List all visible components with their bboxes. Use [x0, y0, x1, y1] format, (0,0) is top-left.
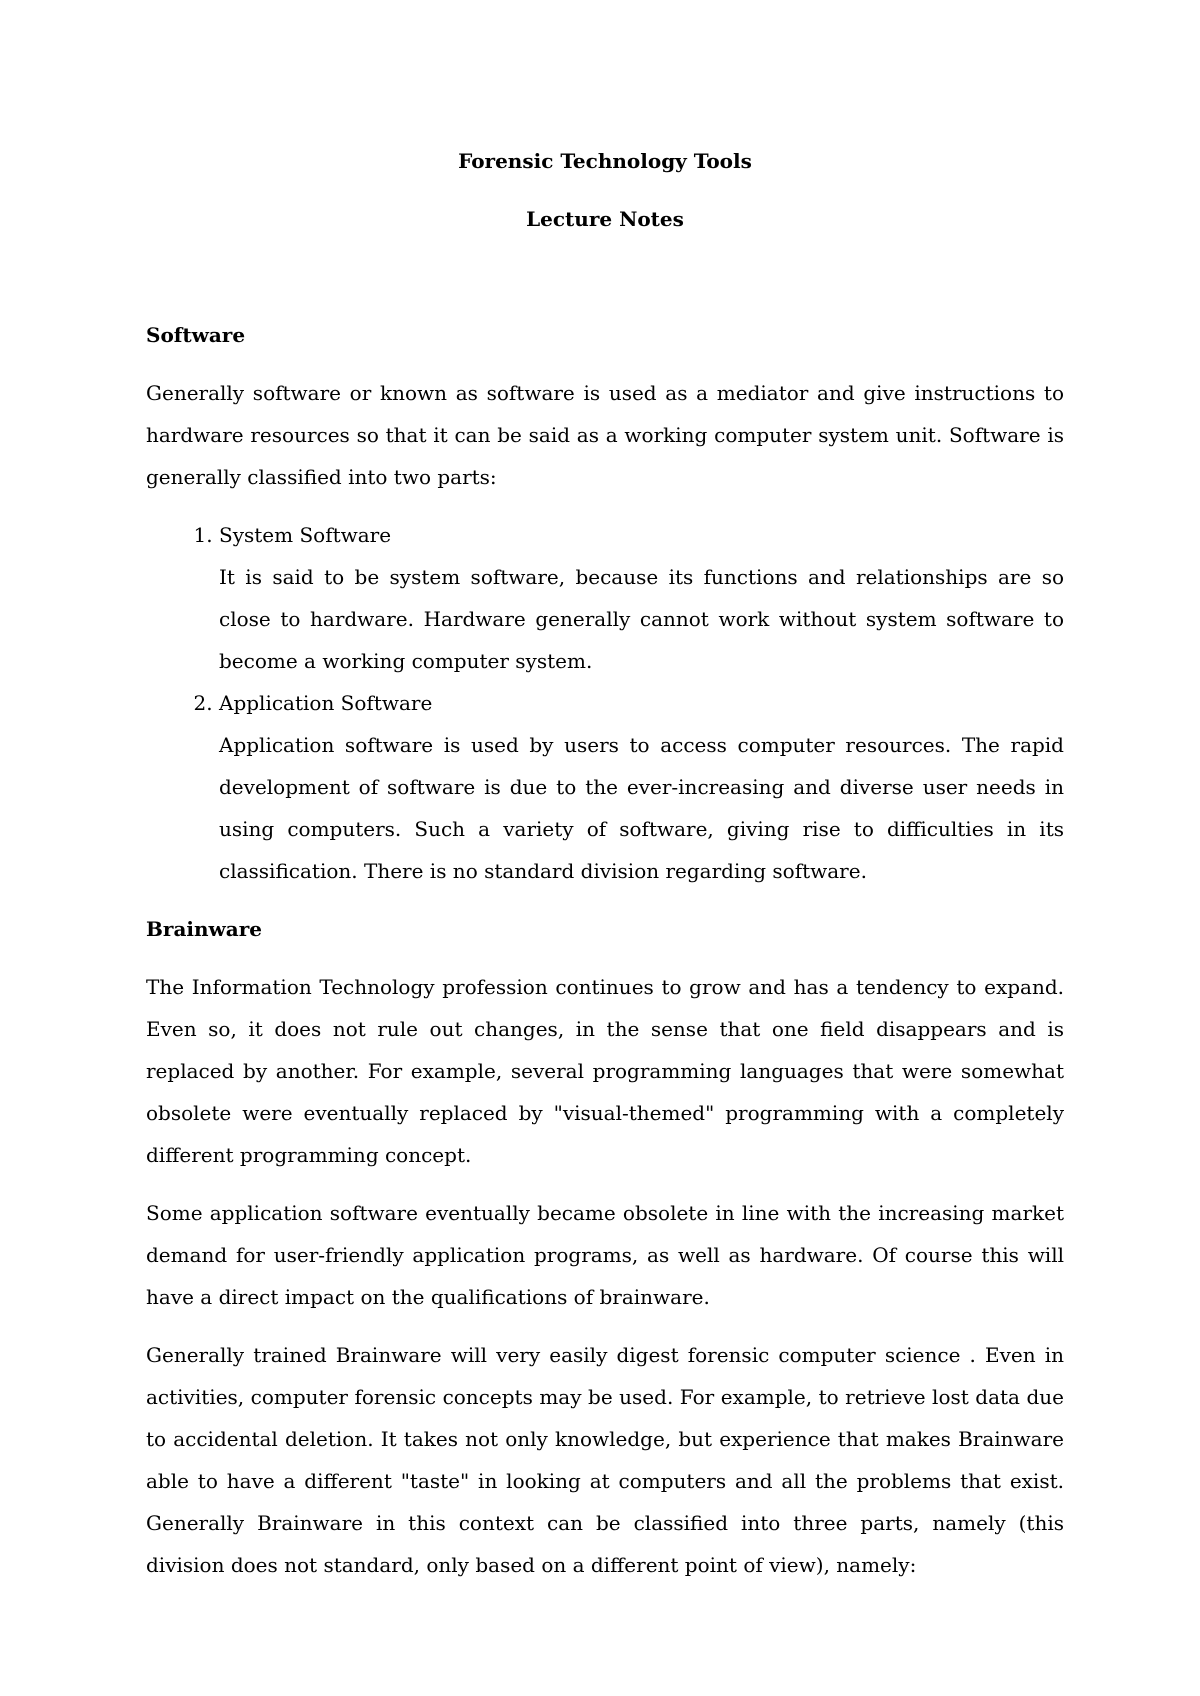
list-item-title: 2. Application Software — [219, 691, 433, 715]
list-item — [219, 514, 1064, 682]
list-item-description: Application software is used by users to access computer resources. The rapid development of software is due to the ever-increasing and diverse user needs in using computers. Such a variety of software, giving rise to difficulties in its classification. There is no standard division regarding software. — [219, 733, 1064, 883]
list-item — [219, 682, 1064, 892]
list-item-description: It is said to be system software, because its functions and relationships are so close to hardware. Hardware generally cannot work without system software to become a working computer system. — [219, 565, 1064, 673]
section-heading-brainware: Brainware — [146, 917, 262, 941]
brainware-paragraph: Some application software eventually became obsolete in line with the increasing market demand for user-friendly application programs, as well as hardware. Of course this will have a direct impact on the qualifications of brainware. — [146, 1201, 1064, 1309]
section-heading-software: Software — [146, 323, 246, 347]
list-item-title: 1. System Software — [219, 523, 392, 547]
brainware-paragraph: Generally trained Brainware will very easily digest forensic computer science . Even in activities, computer forensic concepts may be used. For example, to retrieve lost data due to accidental deletion. It takes not only knowledge, but experience that makes Brainware able to have a different "taste" in looking at computers and all the problems that exist. Generally Brainware in this context can be classified into three parts, namely (this division does not standard, only based on a different point of view), namely: — [146, 1343, 1064, 1577]
brainware-paragraph: The Information Technology profession continues to grow and has a tendency to expand. Even so, it does not rule out changes, in the sense that one field disappears and is replaced by another. For example, several programming languages that were somewhat obsolete were eventually replaced by "visual-themed" programming with a completely different programming concept. — [146, 975, 1064, 1167]
document-body — [146, 140, 1064, 1586]
software-intro-paragraph: Generally software or known as software is used as a mediator and give instructions to hardware resources so that it can be said as a working computer system unit. Software is generally classified into two parts: — [146, 381, 1064, 489]
document-title: Forensic Technology Tools — [458, 149, 752, 173]
software-types-list — [146, 514, 1064, 892]
document-subtitle: Lecture Notes — [526, 207, 684, 231]
